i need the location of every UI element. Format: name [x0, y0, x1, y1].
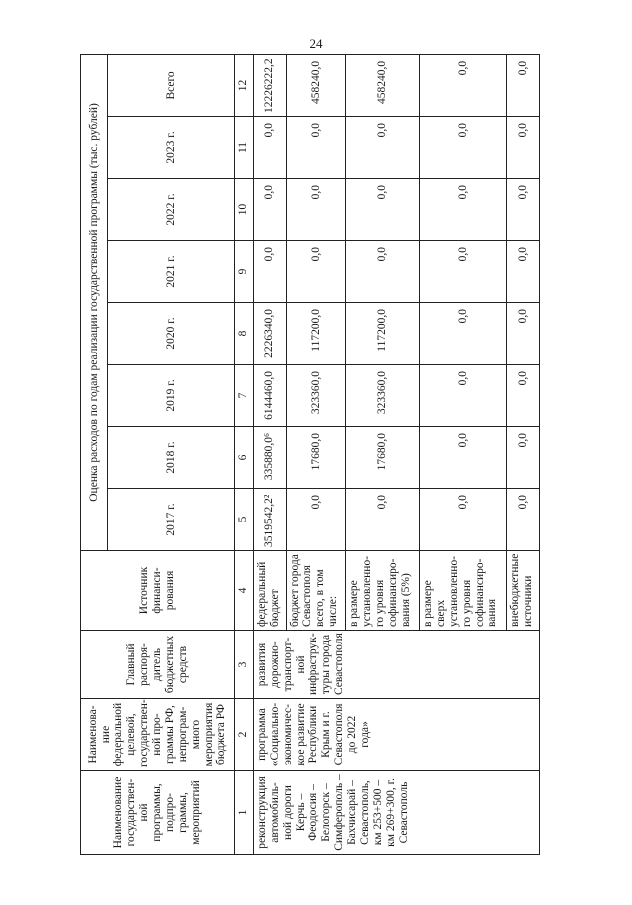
value-cell: 0,0: [507, 303, 540, 365]
header-year: 2019 г.: [108, 365, 235, 427]
column-number: 10: [234, 179, 253, 241]
total-cell: 0,0: [420, 54, 507, 116]
value-cell: 0,0: [286, 179, 346, 241]
value-cell: 0,0: [286, 489, 346, 551]
column-number: 2: [234, 699, 253, 771]
value-cell: 17680,0: [286, 427, 346, 489]
value-cell: 3519542,2²: [253, 489, 286, 551]
header-estimate: Оценка расходов по годам реализации государственной программы (тыс. рублей): [81, 54, 108, 550]
source-cell: бюджет города Севастополя всего, в том числе:: [286, 551, 346, 631]
value-cell: 0,0: [507, 179, 540, 241]
total-cell: 12226222,2: [253, 54, 286, 116]
value-cell: 0,0: [346, 241, 420, 303]
table-row: [253, 54, 286, 854]
column-number: 1: [234, 771, 253, 855]
rotated-table-container: [80, 55, 540, 855]
total-cell: 458240,0: [346, 54, 420, 116]
source-cell: внебюджетные источники: [507, 551, 540, 631]
column-number: 11: [234, 117, 253, 179]
column-number: 4: [234, 551, 253, 631]
value-cell: 2226340,0: [253, 303, 286, 365]
value-cell: 323360,0: [286, 365, 346, 427]
value-cell: 0,0: [420, 179, 507, 241]
header-year: 2022 г.: [108, 179, 235, 241]
value-cell: 0,0: [420, 303, 507, 365]
header-fed-program: Наименова-ние федеральной целевой, государствен-ной про-граммы РФ, непрограм-много мероприятия бюджета РФ: [81, 699, 235, 771]
value-cell: 0,0: [253, 241, 286, 303]
value-cell: 117200,0: [346, 303, 420, 365]
value-cell: 0,0: [420, 241, 507, 303]
column-number: 7: [234, 365, 253, 427]
value-cell: 0,0: [507, 117, 540, 179]
value-cell: 117200,0: [286, 303, 346, 365]
header-year: 2017 г.: [108, 489, 235, 551]
source-cell: в размере сверх установленно-го уровня софинансиро-вания: [420, 551, 507, 631]
header-year: 2020 г.: [108, 303, 235, 365]
source-cell: в размере установленно-го уровня софинансиро-вания (5%): [346, 551, 420, 631]
value-cell: 0,0: [346, 489, 420, 551]
value-cell: 0,0: [420, 117, 507, 179]
column-numbers-row: [234, 54, 253, 854]
value-cell: 0,0: [420, 489, 507, 551]
header-manager: Главный распоря-дитель бюджетных средств: [81, 631, 235, 699]
fed-program-cell: программа «Социально-экономичес-кое развитие Республики Крым и г. Севастополя до 2022 года»: [253, 699, 539, 771]
value-cell: 335880,0⁶: [253, 427, 286, 489]
header-name: Наименование государствен-ной программы, подпро-граммы, мероприятий: [81, 771, 235, 855]
column-number: 6: [234, 427, 253, 489]
column-number: 5: [234, 489, 253, 551]
value-cell: 0,0: [346, 117, 420, 179]
header-source: Источник финанси-рования: [81, 551, 235, 631]
value-cell: 0,0: [507, 365, 540, 427]
column-number: 9: [234, 241, 253, 303]
value-cell: 323360,0: [346, 365, 420, 427]
column-number: 8: [234, 303, 253, 365]
header-total: Всего: [108, 54, 235, 116]
column-number: 12: [234, 54, 253, 116]
value-cell: 0,0: [253, 179, 286, 241]
total-cell: 458240,0: [286, 54, 346, 116]
value-cell: 0,0: [507, 489, 540, 551]
manager-cell: развития дорожно-транспорт-ной инфраструк-туры города Севастополя: [253, 631, 539, 699]
measure-name-cell: реконструкция автомобиль-ной дороги Керчь – Феодосия – Белогорск – Симферополь – Бахчисарай – Севастополь, км 253+500 – км 269+300, г. Севастополь: [253, 771, 539, 855]
header-year: 2023 г.: [108, 117, 235, 179]
value-cell: 6144460,0: [253, 365, 286, 427]
header-year: 2021 г.: [108, 241, 235, 303]
value-cell: 0,0: [286, 241, 346, 303]
value-cell: 0,0: [507, 427, 540, 489]
value-cell: 0,0: [253, 117, 286, 179]
value-cell: 0,0: [420, 427, 507, 489]
header-year: 2018 г.: [108, 427, 235, 489]
page-number: 24: [309, 36, 323, 51]
source-cell: федеральный бюджет: [253, 551, 286, 631]
expenditure-table: [80, 54, 540, 855]
value-cell: 0,0: [420, 365, 507, 427]
column-number: 3: [234, 631, 253, 699]
value-cell: 17680,0: [346, 427, 420, 489]
total-cell: 0,0: [507, 54, 540, 116]
value-cell: 0,0: [286, 117, 346, 179]
value-cell: 0,0: [346, 179, 420, 241]
value-cell: 0,0: [507, 241, 540, 303]
header-row-1: [81, 54, 108, 854]
